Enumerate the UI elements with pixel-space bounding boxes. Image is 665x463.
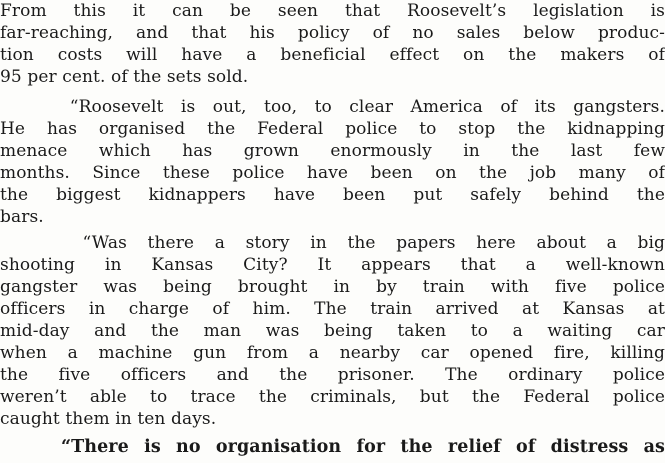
text-line-4: 95 per cent. of the sets sold. <box>0 67 249 87</box>
text-line-13: gangster was being brought in by train with five police <box>0 277 665 297</box>
text-line-8: months. Since these police have been on the job many of <box>0 163 665 183</box>
text-line-20: “There is no organisation for the relief of distress as <box>0 437 665 457</box>
text-line-2: far-reaching, and that his policy of no sales below produc- <box>0 23 665 43</box>
text-line-3: tion costs will have a beneficial effect on the makers of <box>0 45 665 65</box>
text-line-19: caught them in ten days. <box>0 409 217 429</box>
text-line-17: the five officers and the prisoner. The ordinary police <box>0 365 665 385</box>
text-line-16: when a machine gun from a nearby car opened fire, killing <box>0 343 665 363</box>
text-line-18: weren’t able to trace the criminals, but the Federal police <box>0 387 665 407</box>
text-line-14: officers in charge of him. The train arrived at Kansas at <box>0 299 665 319</box>
text-line-1: From this it can be seen that Roosevelt’s legislation is <box>0 1 665 21</box>
text-line-11: “Was there a story in the papers here about a big <box>0 233 665 253</box>
text-line-12: shooting in Kansas City? It appears that a well-known <box>0 255 665 275</box>
text-line-7: menace which has grown enormously in the last few <box>0 141 665 161</box>
text-line-9: the biggest kidnappers have been put safely behind the <box>0 185 665 205</box>
text-line-10: bars. <box>0 207 44 227</box>
text-line-6: He has organised the Federal police to stop the kidnapping <box>0 119 665 139</box>
text-line-15: mid-day and the man was being taken to a waiting car <box>0 321 665 341</box>
text-line-5: “Roosevelt is out, too, to clear America of its gangsters. <box>0 97 665 117</box>
